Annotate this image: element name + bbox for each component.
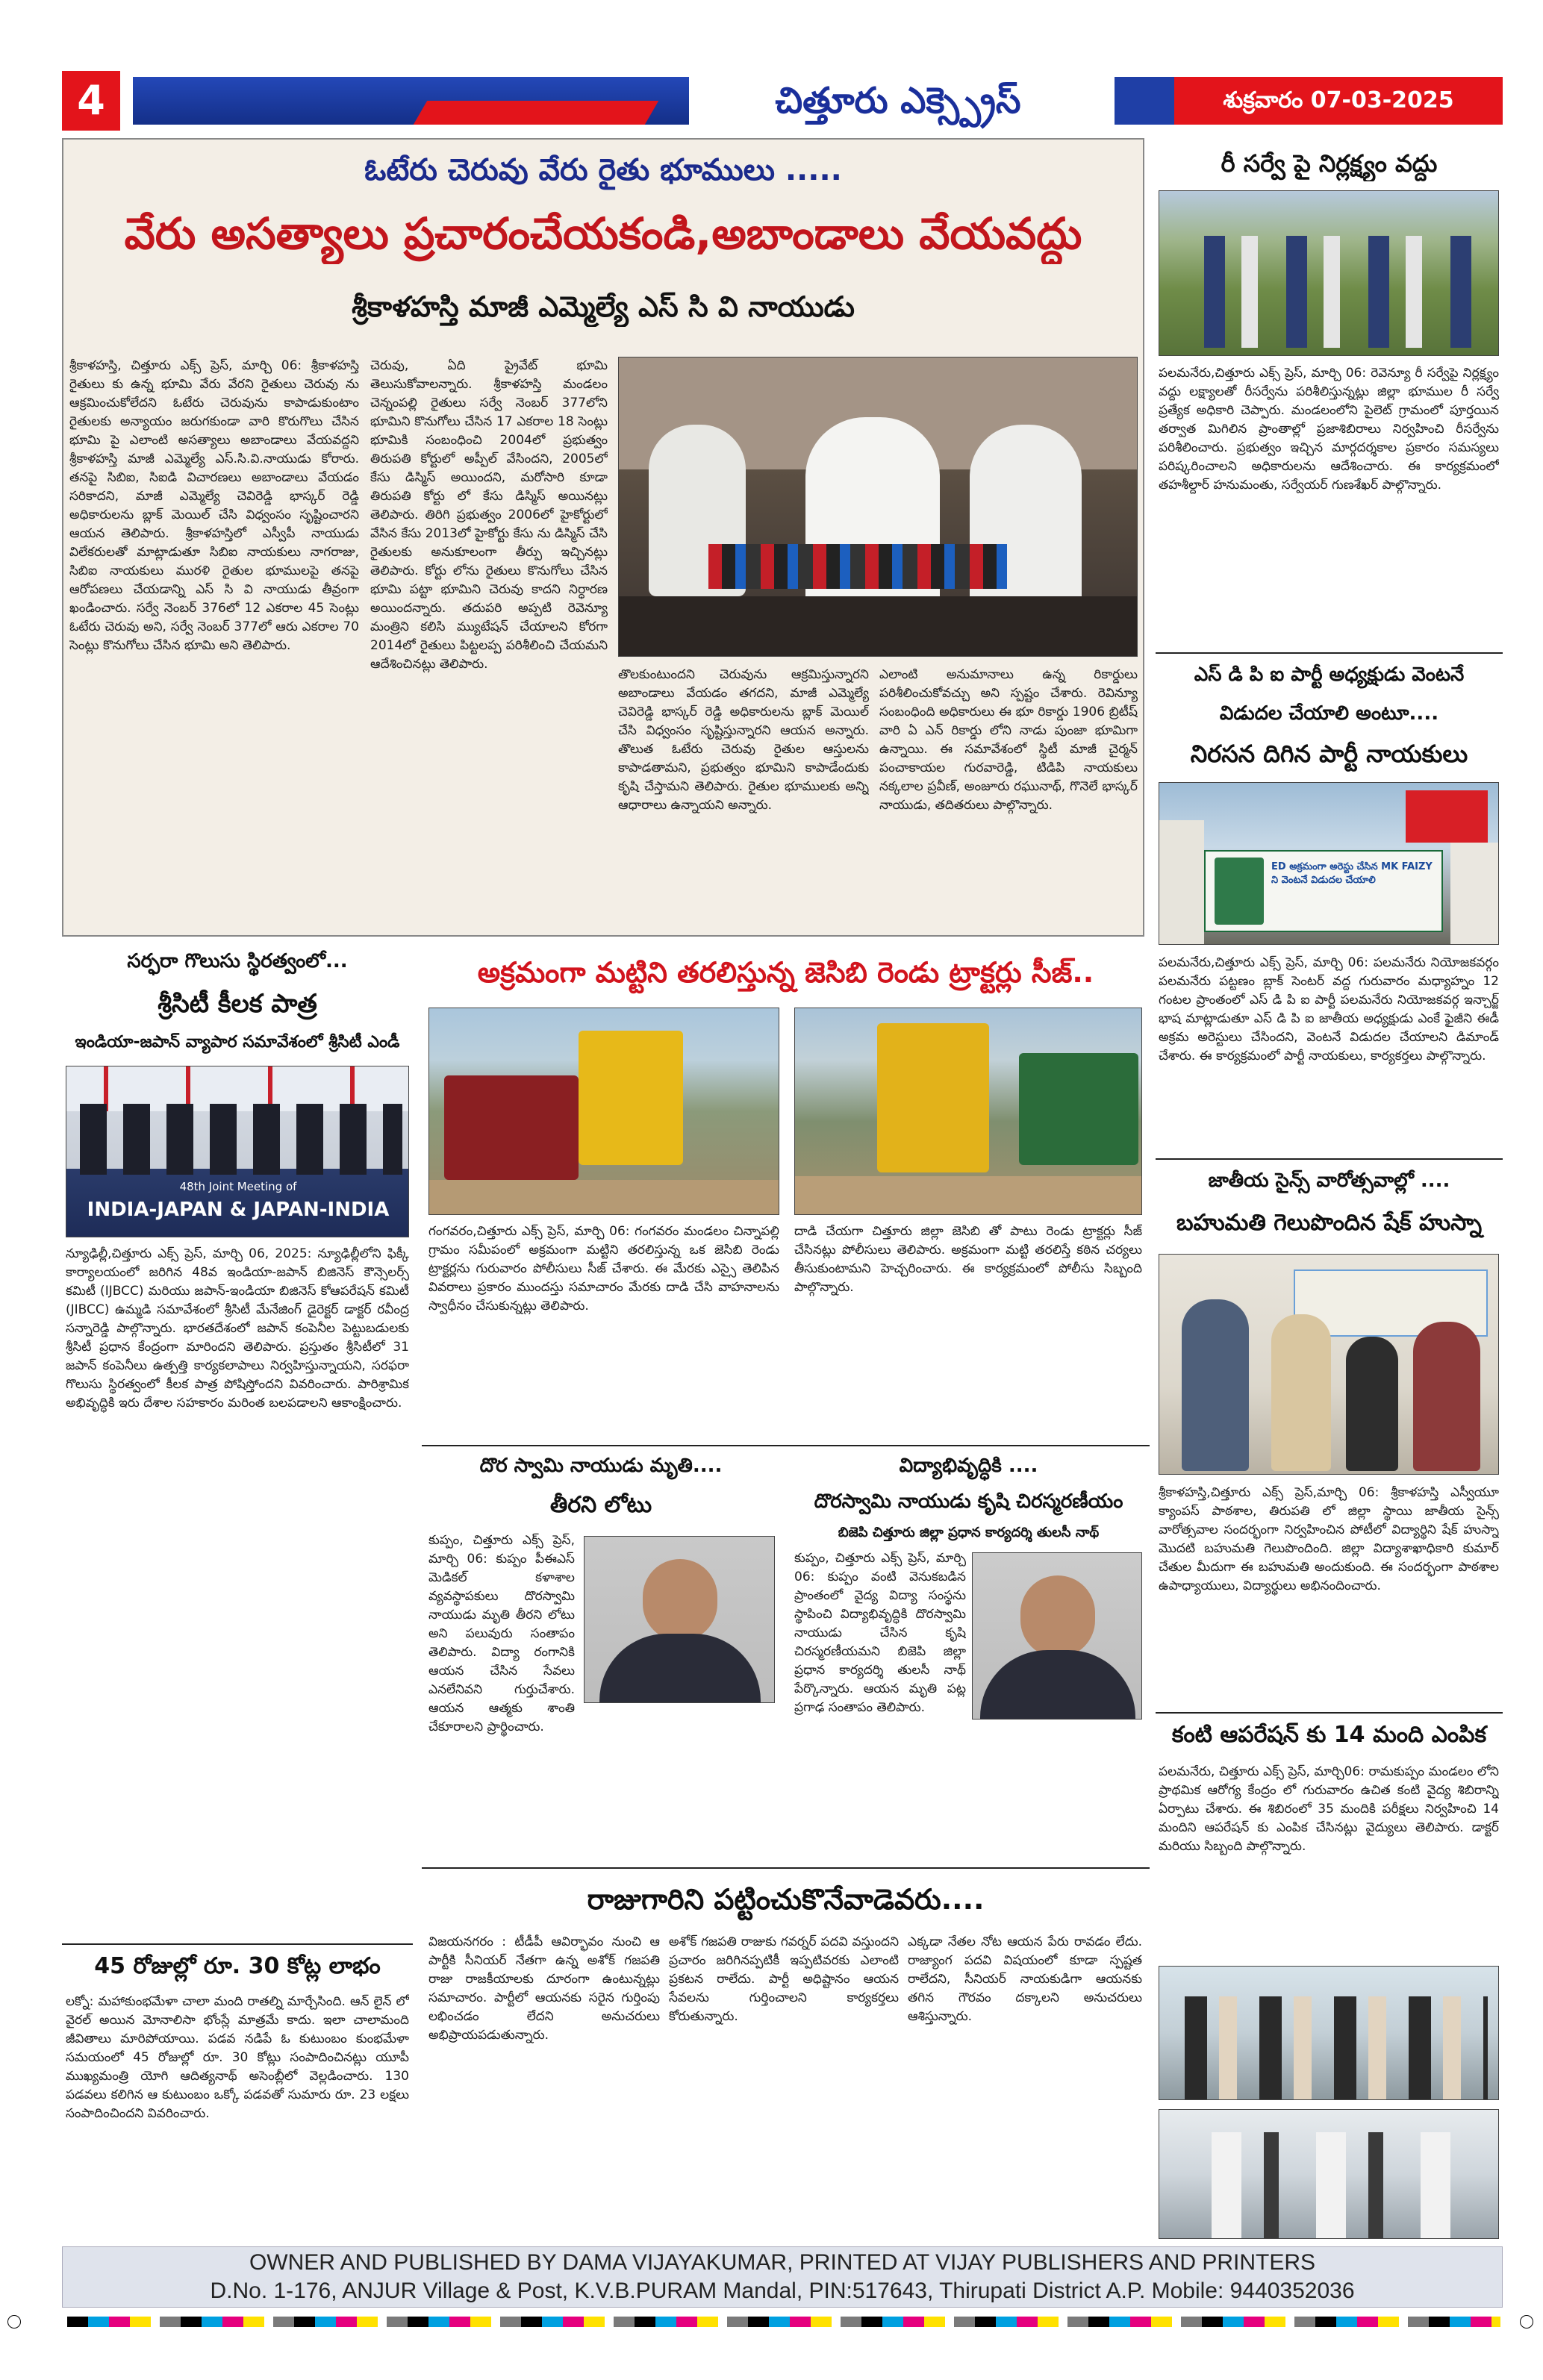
- sand-photo-1-dirt: [429, 1180, 779, 1215]
- registration-mark-left: [7, 2315, 21, 2329]
- obit-headline: తీరని లోటు: [549, 1492, 652, 1518]
- sdpi-flag: [1406, 790, 1488, 843]
- sricity-photo: [66, 1066, 409, 1237]
- eye-headline: కంటి ఆపరేషన్ కు 14 మంది ఎంపిక: [1171, 1722, 1487, 1748]
- resurvey-photo: [1159, 190, 1499, 356]
- registration-mark-right: [1520, 2315, 1533, 2329]
- edu-headline: దొరస్వామి నాయుడు కృషి చిరస్మరణీయం: [814, 1490, 1123, 1513]
- lead-kicker: ఓటేరు చెరువు వేరు రైతు భూములు .....: [364, 153, 842, 187]
- raju-headline: రాజుగారిని పట్టించుకొనేవాడెవరు....: [587, 1883, 985, 1916]
- edu-kicker: విద్యాభివృద్ధికి ....: [899, 1455, 1038, 1477]
- raju-text-1: విజయనగరం : టీడీపీ ఆవిర్భావం నుంచి ఆ పార్టీకి సీనియర్ నేతగా ఉన్న అశోక్ గజపతి రాజు రాజకీయాలకు దూరంగా ఉంటున్నట్లు సమాచారం. పార్టీలో ఆయనకు సరైన గుర్తింపు లభించడం లేదని అనుచరులు అభిప్రాయపడుతున్నారు.: [428, 1934, 660, 2043]
- sdpi-protesters: [1159, 820, 1204, 945]
- sricity-kicker: సర్ఫరా గొలుసు స్థిరత్వంలో...: [127, 950, 348, 972]
- lead-col-4: ఎలాంటి అనుమానాలు ఉన్న రికార్డులు పరిశీలించుకోవచ్చు అని స్పష్టం చేశారు. రెవిన్యూ సంబంధింది అధికారులు ఈ భూ రికార్డు 1906 బ్రిటీష్ వారి ఏ ఎన్ రికార్డు లోని నాడు పుంజా భూమిగా ఉన్నాయి. ఈ సమావేశంలో స్థిటీ మాజీ చైర్మన్ పంచాకాయల గురవారెడ్డి, టిడిపి నాయకులు నక్కలాల ప్రవీణ్, అంజూరు రఘునాథ్, గొనెలే భాస్కర్ నాయుడు, తదితరులు పాల్గొన్నారు.: [879, 667, 1138, 813]
- eye-photo-1: [1159, 1966, 1499, 2100]
- obit-photo: [584, 1536, 775, 1703]
- eye-photo-1-people: [1174, 1996, 1488, 2100]
- eye-photo-2: [1159, 2109, 1499, 2239]
- science-text: శ్రీకాళహస్తి,చిత్తూరు ఎక్స్ ప్రెస్,మార్చి 06: శ్రీకాళహస్తి ఎస్వీయూ క్యాంపస్ పాఠశాల, తిరుపతి లో జిల్లా స్థాయి జాతీయ సైన్స్ వారోత్సవాల సందర్భంగా నిర్వహించిన పోటీలో విద్యార్థిని షేక్ హుస్నా మొదటి బహుమతి గెలుపొందింది. జిల్లా విద్యాశాఖాధికారి కుమార్ చేతుల మీదుగా ఈ బహుమతి అందుకుంది. ఈ సందర్భంగా పాఠశాల ఉపాధ్యాయులు, విద్యార్థులు అభినందించారు.: [1159, 1485, 1499, 1593]
- sricity-subhead: ఇండియా-జపాన్ వ్యాపార సమావేశంలో శ్రీసిటీ ఎండీ: [75, 1033, 400, 1052]
- date-line: శుక్రవారం 07-03-2025: [1223, 87, 1454, 113]
- lead-col-3: తొలకుంటుందని చెరువును ఆక్రమిస్తున్నారని అబాండాలు వేయడం తగదని, మాజీ ఎమ్మెల్యే చెవిరెడ్డి భాస్కర్ రెడ్డి అధికారులను బ్లాక్ మెయిల్ చేసి విధ్వంసం సృష్టిస్తున్నారని ఆయన అన్నారు. తొలుత ఓటేరు చెరువు రైతుల ఆస్తులను కాపాడతామని, ప్రభుత్వం భూమిని కాపాడేందుకు కృషి చేస్తామని తెలిపారు. రైతుల భూములకు అన్ని ఆధారాలు ఉన్నాయని అన్నారు.: [618, 667, 869, 813]
- science-headline: బహుమతి గెలుపొందిన షేక్ హుస్నా: [1176, 1210, 1483, 1236]
- sricity-banner-line-1: 48th Joint Meeting of: [179, 1180, 297, 1193]
- paper-name: చిత్తూరు ఎక్స్ప్రెస్: [775, 80, 1021, 122]
- divider: [62, 1943, 413, 1945]
- sdpi-kicker-1: ఎస్ డి పి ఐ పార్టీ అధ్యక్షుడు వెంటనే: [1194, 663, 1465, 686]
- sdpi-protesters-right: [1450, 843, 1499, 945]
- sdpi-kicker-2: విడుదల చేయాలి అంటూ....: [1219, 702, 1439, 725]
- sricity-people: [74, 1104, 402, 1175]
- sand-photo-2-dirt: [795, 1176, 1142, 1215]
- footer-line-2: D.No. 1-176, ANJUR Village & Post, K.V.B.PURAM Mandal, PIN:517643, Thirupati District A.P. Mobile: 9440352036: [210, 2279, 1355, 2303]
- science-person-3: [1346, 1337, 1398, 1471]
- resurvey-photo-people: [1189, 236, 1473, 348]
- lead-col-2: చెరువు, ఏది ప్రైవేట్ భూమి తెలుసుకోవాలన్నారు. శ్రీకాళహస్తి మండలం చెన్నంపల్లి రైతులు సర్వే నెంబర్ 377లోని భూమిని కొనుగోలు చేసిన 17 ఎకరాల 18 సెంట్లు భూమికి సంబంధించి 2004లో ప్రభుత్వం తిరుపతి కోర్టులో అప్పీల్ వేసిందని, 2005లో కేసు డిస్మిస్ అయిందని, మరోసారి కూడా తిరుపతి కోర్టు లో కేసు డిస్మిస్ అయినట్లు తెలిపారు. తిరిగి ప్రభుత్వం 2006లో హైకోర్టులో వేసిన కేసు 2013లో హైకోర్టు కేసు ను డిస్మిస్ చేసి రైతులకు అనుకూలంగా తీర్పు ఇచ్చినట్లు తెలిపారు. కోర్టు లోను రైతులు కొనుగోలు చేసిన భూమి పట్టా భూమిని చెరువు కాదని నిర్ధారణ అయిందన్నారు. తదుపరి అప్పటి రెవెన్యూ మంత్రిని కలిసి మ్యుటేషన్ చేయాలని కోరగా 2014లో రైతులు పిట్టలప్ప పరిశీలించి చేయమని ఆదేశించినట్లు తెలిపారు.: [370, 358, 608, 672]
- lead-photo-table: [619, 596, 1138, 657]
- sdpi-banner-text: ED అక్రమంగా అరెస్టు చేసిన MK FAIZY ని వెంటనే విడుదల చేయాలి: [1271, 861, 1433, 886]
- sand-photo-2-jcb: [877, 1023, 989, 1172]
- edu-photo: [972, 1552, 1142, 1720]
- science-photo: [1159, 1254, 1499, 1475]
- lead-photo-microphones: [708, 544, 1007, 589]
- sricity-text: న్యూఢిల్లీ,చిత్తూరు ఎక్స్ ప్రెస్, మార్చి 06, 2025: న్యూఢిల్లీలోని ఫిక్కీ కార్యాలయంలో జరిగిన 48వ ఇండియా-జపాన్ బిజినెస్ కౌన్సెలర్స్ కమిటీ (IJBCC) మరియు జపాన్-ఇండియా బిజినెస్ కోఆపరేషన్ కమిటీ (JIBCC) ఉమ్మడి సమావేశంలో శ్రీసిటీ మేనేజింగ్ డైరెక్టర్ డాక్టర్ రవీంద్ర సన్నారెడ్డి పాల్గొన్నారు. భారతదేశంలో జపాన్ కంపెనీల పెట్టుబడులకు శ్రీసిటీ ప్రధాన కేంద్రంగా మారిందని తెలిపారు. ప్రస్తుతం శ్రీసిటీలో 31 జపాన్ కంపెనీలు ఉత్పత్తి కార్యకలాపాలు నిర్వహిస్తున్నాయని, సరఫరా గొలుసు స్థిరత్వంలో కీలక పాత్ర పోషిస్తోందని వివరించారు. పారిశ్రామిక అభివృద్ధికి ఇరు దేశాల సహకారం మరింత బలపడాలని ఆకాంక్షించారు.: [66, 1246, 409, 1411]
- footer-line-1: OWNER AND PUBLISHED BY DAMA VIJAYAKUMAR, PRINTED AT VIJAY PUBLISHERS AND PRINTERS: [249, 2250, 1316, 2275]
- masthead-red-stripe: [414, 101, 658, 125]
- divider: [1156, 652, 1503, 654]
- science-person-1: [1182, 1299, 1249, 1471]
- sand-photo-1: [428, 1008, 779, 1215]
- obit-kicker: దొర స్వామి నాయుడు మృతి....: [479, 1455, 723, 1477]
- sand-photo-2-tractor: [1019, 1053, 1138, 1165]
- profit-text: లక్నో: మహాకుంభమేళా చాలా మంది రాతల్ని మార్చేసింది. ఆన్ లైన్ లో వైరల్ అయిన మోనాలిసా భోంస్లే మాత్రమే కాదు. ఇలా చాలామంది జీవితాలు మారిపోయాయి. పడవ నడిపే ఓ కుటుంబం కుంభమేళా సమయంలో 45 రోజుల్లో రూ. 30 కోట్లు సంపాదించినట్లు యూపీ ముఖ్యమంత్రి యోగి ఆదిత్యనాథ్ అసెంబ్లీలో వెల్లడించారు. 130 పడవలు కలిగిన ఆ కుటుంబం ఒక్కో పడవతో సుమారు రూ. 23 లక్షలు సంపాదించిందని వివరించారు.: [66, 1994, 409, 2121]
- divider: [422, 1867, 1150, 1869]
- resurvey-text: పలమనేరు,చిత్తూరు ఎక్స్ ప్రెస్, మార్చి 06: రెవెన్యూ రీ సర్వేపై నిర్లక్ష్యం వద్దు లక్ష్యాలతో రీసర్వేను పరిశీలిస్తున్నట్లు జిల్లా భూముల రీ సర్వే ప్రత్యేక అధికారి చెప్పారు. మండలంలోని పైలెట్ గ్రామంలో పూర్తయిన తర్వాత మిగిలిన ప్రాంతాల్లో ప్రజాశిబిరాలు నిర్వహించి రీసర్వేను పరిశీలించారు. ప్రభుత్వం ఇచ్చిన మార్గదర్శకాల ప్రకారం సమస్యలు పరిష్కరించాలని అధికారులను ఆదేశించారు. ఈ కార్యక్రమంలో తహశీల్దార్ హనుమంతు, సర్వేయర్ గుణశేఖర్ పాల్గొన్నారు.: [1159, 366, 1499, 493]
- sdpi-text: పలమనేరు,చిత్తూరు ఎక్స్ ప్రెస్, మార్చి 06: పలమనేరు నియోజకవర్గం పలమనేరు పట్టణం బ్లాక్ సెంటర్ వద్ద గురువారం మధ్యాహ్నం 12 గంటల ప్రాంతంలో ఎస్ డి పి ఐ పార్టీ పలమనేరు నియోజకవర్గ ఇన్చార్జ్ భాష మాట్లాడుతూ ఎస్ డి పి ఐ జాతీయ అధ్యక్షుడు ఎంకే ఫైజీని ఈడీ అక్రమ అరెస్టులు చేసిందని, వెంటనే విడుదల చేయాలని డిమాండ్ చేశారు. ఈ కార్యక్రమంలో పార్టీ నాయకులు, కార్యకర్తలు పాల్గొన్నారు.: [1159, 955, 1499, 1063]
- masthead: [62, 71, 1503, 131]
- lead-subhead: శ్రీకాళహస్తి మాజీ ఎమ్మెల్యే ఎస్ సి వి నాయుడు: [352, 290, 855, 323]
- sricity-headline: శ్రీసిటీ కీలక పాత్ర: [158, 989, 317, 1019]
- profit-headline: 45 రోజుల్లో రూ. 30 కోట్ల లాభం: [94, 1953, 381, 1979]
- print-color-bar: [67, 2317, 1500, 2327]
- raju-text-2: అశోక్ గజపతి రాజుకు గవర్నర్ పదవి వస్తుందని ప్రచారం జరిగినప్పటికీ ఇప్పటివరకు ఎలాంటి ప్రకటన రాలేదు. పార్టీ అధిష్టానం ఆయన సేవలను గుర్తించాలని కార్యకర్తలు కోరుతున్నారు.: [669, 1934, 899, 2024]
- sand-photo-1-jcb: [579, 1031, 683, 1165]
- divider: [1156, 1158, 1503, 1160]
- lead-col-1: శ్రీకాళహస్తి, చిత్తూరు ఎక్స్ ప్రెస్, మార్చి 06: శ్రీకాళహస్తి రైతులు కు ఉన్న భూమి వేరు వేరని రైతులు చెరువు ను ఆక్రమించుకోలేదని ఓటేరు చెరువును కాపాడుకుంటాం రైతులకు అన్యాయం జరుగకుండా వారి కొరుగొలు చేసిన భూమి పై ఎలాంటి అసత్యాలు అబాండాలు వేయవద్దని శ్రీకాళహస్తి మాజీ ఎమ్మెల్యే ఎస్.సి.వి.నాయుడు కోరారు. తనపై సిబిఐ, సిఐడి విచారణలు అబాండాలు వేయడం సరికాదని, మాజీ ఎమ్మెల్యే చెవిరెడ్డి భాస్కర్ రెడ్డి అధికారులను బ్లాక్ మెయిల్ చేసి విధ్వంసం సృష్టించారని ఆయన తెలిపారు. శ్రీకాళహస్తిలో ఎస్వీపీ నాయుడు విలేకరులతో మాట్లాడుతూ సిబిఐ నాయకులు నాగరాజు, సిబిఐ నాయకులు మురళి రైతుల భూములపై తనపై ఆరోపణలు చేయడాన్ని ఎస్ సి వి నాయుడు తీవ్రంగా ఖండించారు. సర్వే నెంబర్ 376లో 12 ఎకరాల 45 సెంట్లు ఓటేరు చెరువు అని, సర్వే నెంబర్ 377లో ఆరు ఎకరాల 70 సెంట్లు కొనుగోలు చేసిన భూమి అని తెలిపారు.: [69, 358, 359, 653]
- sdpi-banner-portrait: [1215, 858, 1264, 925]
- obit-photo-head: [643, 1559, 717, 1641]
- lead-headline: వేరు అసత్యాలు ప్రచారంచేయకండి,అబాండాలు వేయవద్దు: [124, 208, 1082, 259]
- raju-text-3: ఎక్కడా నేతల నోట ఆయన పేరు రావడం లేదు. రాజ్యాంగ పదవి విషయంలో కూడా స్పష్టత రాలేదని, సీనియర్ నాయకుడిగా ఆయనకు తగిన గౌరవం దక్కాలని అనుచరులు ఆశిస్తున్నారు.: [908, 1934, 1142, 2024]
- sand-text-2: దాడి చేయగా చిత్తూరు జిల్లా జెసిబి తో పాటు రెండు ట్రాక్టర్లు సీజ్ చేసినట్లు పోలీసులు తెలిపారు. అక్రమంగా మట్టి తరలిస్తే కఠిన చర్యలు తీసుకుంటామని హెచ్చరించారు. ఈ కార్యక్రమంలో పోలీసు సిబ్బంది పాల్గొన్నారు.: [794, 1224, 1142, 1295]
- sdpi-photo: [1159, 782, 1499, 945]
- sand-photo-2: [794, 1008, 1142, 1215]
- edu-photo-suit: [980, 1650, 1135, 1720]
- science-kicker: జాతీయ సైన్స్ వారోత్సవాల్లో ....: [1208, 1169, 1450, 1192]
- sand-photo-1-tractor: [444, 1075, 579, 1180]
- edu-text: కుప్పం, చిత్తూరు ఎక్స్ ప్రెస్, మార్చి 06: కుప్పం వంటి వెనుకబడిన ప్రాంతంలో వైద్య విద్యా సంస్థను స్థాపించి విద్యాభివృద్ధికి దొరస్వామి నాయుడు చేసిన కృషి చిరస్మరణీయమని బిజెపి జిల్లా ప్రధాన కార్యదర్శి తులసీ నాథ్ పేర్కొన్నారు. ఆయన మృతి పట్ల ప్రగాఢ సంతాపం తెలిపారు.: [794, 1551, 966, 1715]
- resurvey-headline: రీ సర్వే పై నిర్లక్ష్యం వద్దు: [1221, 149, 1438, 178]
- divider: [1156, 1712, 1503, 1714]
- edu-photo-head: [1020, 1575, 1095, 1658]
- sdpi-headline: నిరసన దిగిన పార్టీ నాయకులు: [1190, 740, 1468, 768]
- sand-headline: అక్రమంగా మట్టిని తరలిస్తున్న జెసిబి రెండు ట్రాక్టర్లు సీజ్..: [477, 956, 1094, 989]
- eye-text: పలమనేరు, చిత్తూరు ఎక్స్ ప్రెస్, మార్చి06: రామకుప్పం మండలం లోని ప్రాథమిక ఆరోగ్య కేంద్రం లో గురువారం ఉచిత కంటి వైద్య శిబిరాన్ని ఏర్పాటు చేశారు. ఈ శిబిరంలో 35 మందికి పరీక్షలు నిర్వహించి 14 మందిని ఆపరేషన్ కు ఎంపిక చేసినట్లు వైద్యులు తెలిపారు. డాక్టర్ మరియు సిబ్బంది పాల్గొన్నారు.: [1159, 1764, 1499, 1854]
- eye-photo-2-people: [1189, 2132, 1473, 2239]
- sricity-banner-line-2: INDIA-JAPAN & JAPAN-INDIA: [87, 1199, 390, 1221]
- sand-text-1: గంగవరం,చిత్తూరు ఎక్స్ ప్రెస్, మార్చి 06: గంగవరం మండలం చిన్నాపల్లి గ్రామం సమీపంలో అక్రమంగా మట్టిని తరలిస్తున్న ఒక జెసిబి రెండు ట్రాక్టర్లను గురువారం పోలీసులు సీజ్ చేశారు. ఈ మేరకు ఎస్సై తెలిపిన వివరాలు ప్రకారం ముందస్తు సమాచారం మేరకు దాడి చేసి వాహనాలను స్వాధీనం చేసుకున్నట్లు తెలిపారు.: [428, 1224, 779, 1314]
- lead-photo: [618, 357, 1138, 657]
- obit-photo-suit: [599, 1634, 761, 1703]
- divider: [422, 1445, 1150, 1446]
- edu-subhead: బిజెపి చిత్తూరు జిల్లా ప్రధాన కార్యదర్శి తులసీ నాథ్: [838, 1525, 1100, 1540]
- science-person-4: [1413, 1322, 1480, 1471]
- page-number: 4: [77, 77, 105, 124]
- masthead-blue-bar-right: [1115, 77, 1174, 125]
- science-person-2: [1271, 1314, 1331, 1471]
- obit-text: కుప్పం, చిత్తూరు ఎక్స్ ప్రెస్, మార్చి 06: కుప్పం పీఈఎస్ మెడికల్ కళాశాల వ్యవస్థాపకులు దొరస్వామి నాయుడు మృతి తీరని లోటు అని పలువురు సంతాపం తెలిపారు. విద్యా రంగానికి ఆయన చేసిన సేవలు ఎనలేనివని గుర్తుచేశారు. ఆయన ఆత్మకు శాంతి చేకూరాలని ప్రార్థించారు.: [428, 1533, 575, 1734]
